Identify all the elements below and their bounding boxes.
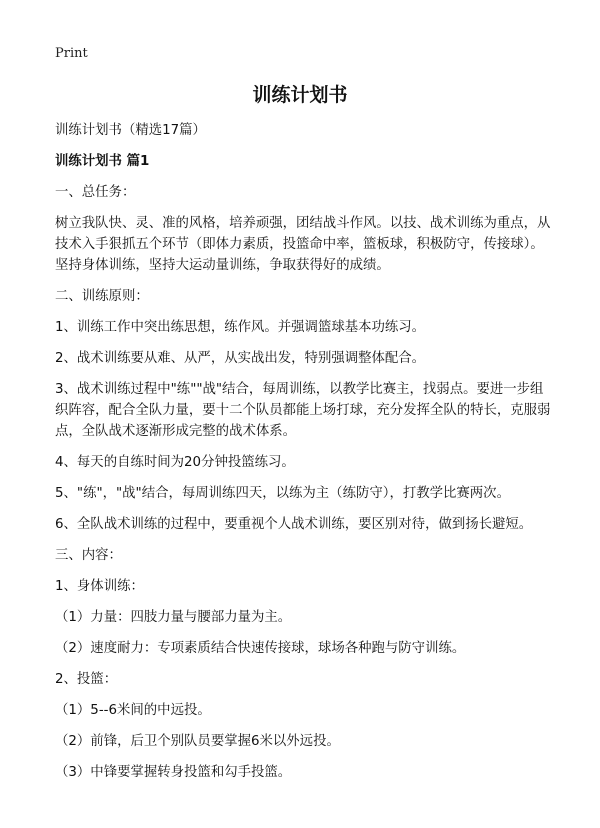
document-title: 训练计划书 bbox=[252, 84, 348, 106]
paragraph-16: （2）前锋，后卫个别队员要掌握6米以外远投。 bbox=[55, 734, 340, 749]
paragraph-14: 2、投篮： bbox=[55, 672, 118, 687]
paragraph-10: 三、内容： bbox=[55, 548, 122, 563]
paragraph-9: 6、全队战术训练的过程中，要重视个人战术训练，要区别对待，做到扬长避短。 bbox=[55, 517, 533, 532]
paragraph-17: （3）中锋要掌握转身投篮和勾手投篮。 bbox=[55, 765, 292, 780]
paragraph-11: 1、身体训练： bbox=[55, 579, 144, 594]
paragraph-12: （1）力量：四肢力量与腰部力量为主。 bbox=[55, 610, 292, 625]
paragraph-4: 1、训练工作中突出练思想，练作风。并强调篮球基本功练习。 bbox=[55, 320, 426, 335]
paragraph-3: 二、训练原则： bbox=[55, 289, 149, 304]
paragraph-2: 树立我队快、灵、准的风格，培养顽强，团结战斗作风。以技、战术训练为重点，从技术入手狠抓五个环节（即体力素质，投篮命中率，篮板球，积极防守，传接球）。坚持身体训练，坚持大运动量训练，争取获得好的成绩。 bbox=[55, 216, 551, 273]
section-heading: 训练计划书 篇1 bbox=[55, 154, 150, 169]
document-body bbox=[55, 120, 555, 793]
paragraph-6: 3、战术训练过程中"练""战"结合，每周训练，以教学比赛主，找弱点。要进一步组织阵容，配合全队力量，要十二个队员都能上场打球，充分发挥全队的特长，克服弱点，全队战术逐渐形成完整的战术体系。 bbox=[55, 382, 551, 439]
paragraph-1: 一、总任务： bbox=[55, 185, 136, 200]
paragraph-13: （2）速度耐力：专项素质结合快速传接球，球场各种跑与防守训练。 bbox=[55, 641, 466, 656]
paragraph-5: 2、战术训练要从难、从严，从实战出发，特别强调整体配合。 bbox=[55, 351, 426, 366]
paragraph-15: （1）5--6米间的中远投。 bbox=[55, 703, 211, 718]
paragraph-7: 4、每天的自练时间为20分钟投篮练习。 bbox=[55, 455, 295, 470]
print-label[interactable]: Print bbox=[55, 46, 88, 61]
document-subtitle: 训练计划书（精选17篇） bbox=[55, 123, 206, 138]
paragraph-8: 5、"练"，"战"结合，每周训练四天，以练为主（练防守），打教学比赛两次。 bbox=[55, 486, 510, 501]
